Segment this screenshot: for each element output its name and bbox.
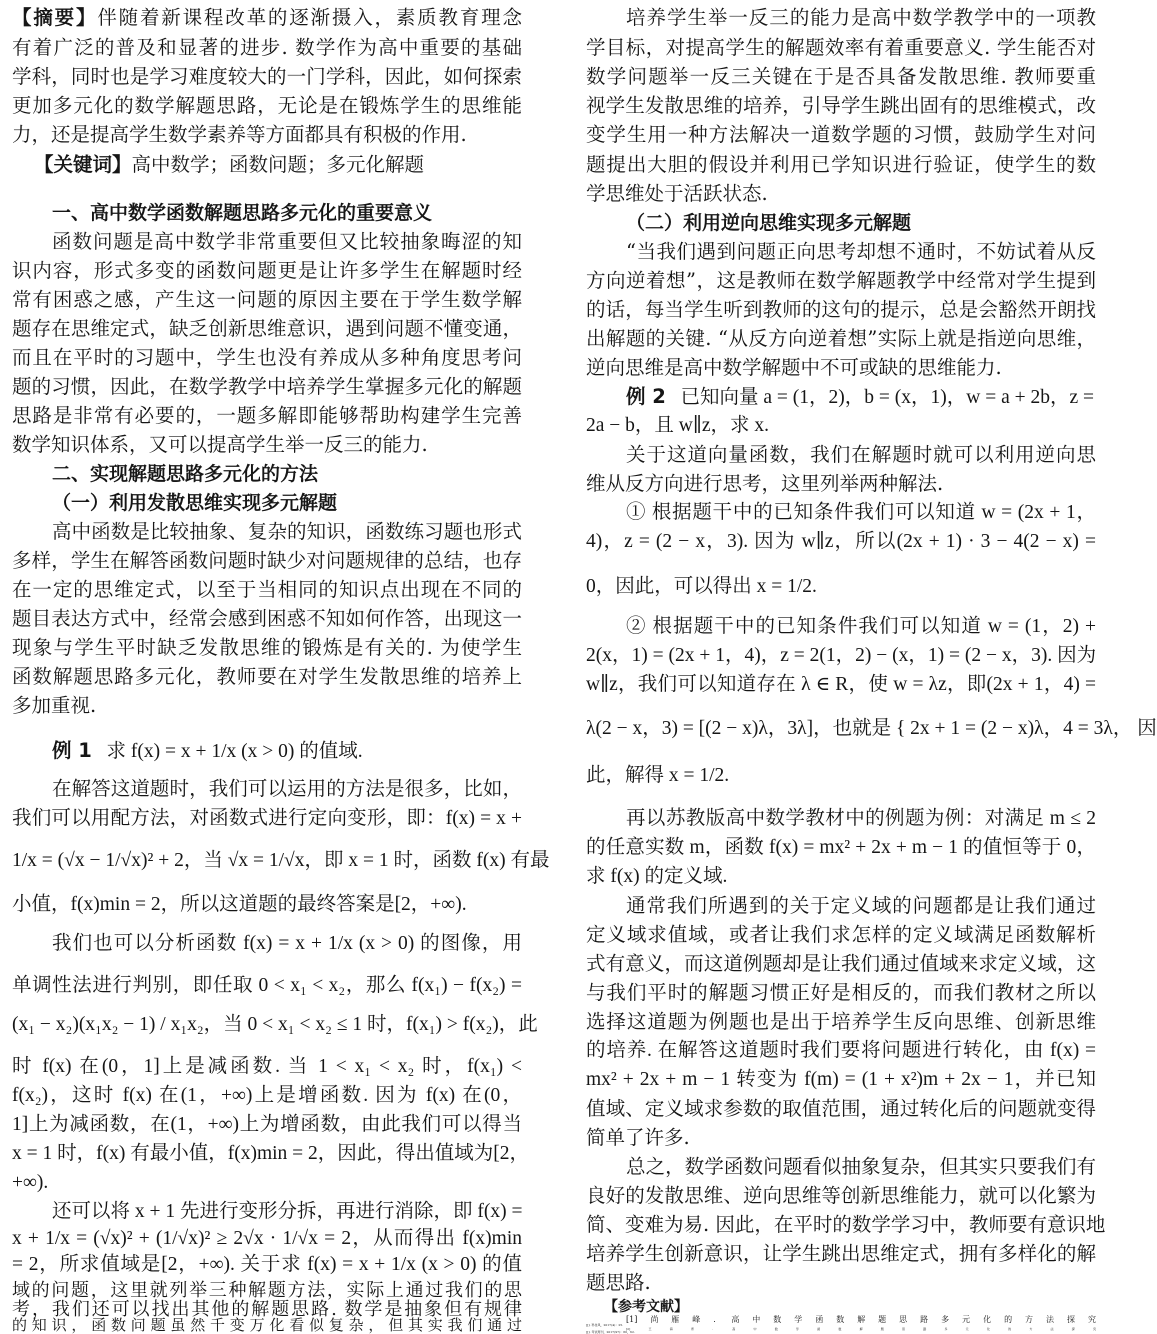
paragraph-line: 的话，每当学生听到教师的这句的提示，总是会豁然开朗找	[586, 298, 1096, 321]
paragraph-line: 数学知识体系，又可以提高学生举一反三的能力.	[12, 433, 428, 456]
solution1-line: 4)，z = (2 − x，3). 因为 w∥z，所以(2x + 1) · 3 − 4(2 − x) =	[586, 531, 1096, 552]
solution2-line: 此，解得 x = 1/2.	[586, 765, 730, 786]
paragraph-line: 选择这道题为例题也是出于培养学生反向思维、创新思维	[586, 1010, 1096, 1033]
solution2-line: 2(x，1) = (2x + 1，4)，z = 2(1，2) − (x，1) = (2 − x，3). 因为	[586, 645, 1097, 666]
paragraph-line: 关于这道向量函数，我们在解题时就可以利用逆向思	[626, 443, 1096, 466]
subsection1-heading: （一）利用发散思维实现多元解题	[52, 492, 338, 514]
paragraph-line: 题存在思维定式，缺乏创新思维意识，遇到问题不懂变通，	[12, 317, 522, 340]
paragraph-line: 多样，学生在解答函数问题时缺少对问题规律的总结，也存	[12, 549, 522, 572]
paragraph-line: 题提出大胆的假设并利用已学知识进行验证，使学生的数	[586, 153, 1096, 176]
paragraph-line: 视学生发散思维的培养，引导学生跳出固有的思维模式，改	[586, 94, 1096, 117]
section2-heading: 二、实现解题思路多元化的方法	[52, 463, 319, 485]
paragraph-line: 现象与学生平时缺乏发散思维的锻炼是有关的. 为使学生	[12, 636, 522, 659]
example1-label: 例 1	[52, 739, 92, 762]
paragraph-line: 定义域求值域，或者让我们求怎样的定义域满足函数解析	[586, 923, 1096, 946]
formula-line: x + 1/x = (√x)² + (1/√x)² ≥ 2√x · 1/√x = 2，从而得出 f(x)min	[12, 1228, 522, 1249]
formula-line: 小值，f(x)min = 2，所以这道题的最终答案是[2，+∞).	[12, 894, 467, 915]
formula-line: +∞).	[12, 1172, 49, 1193]
references-heading: 【参考文献】	[604, 1299, 688, 1315]
paragraph-line: 再以苏教版高中数学教材中的例题为例：对满足 m ≤ 2	[626, 808, 1096, 829]
solution1-line: 0，因此，可以得出 x = 1/2.	[586, 576, 817, 597]
paragraph-line: 变学生用一种方法解决一道数学题的习惯，鼓励学生对问	[586, 123, 1096, 146]
abstract-label: 【摘要】	[12, 6, 98, 29]
paragraph-line: 函数解题思路多元化，教师要在对学生发散思维的培养上	[12, 665, 522, 688]
paragraph-line: 在解答这道题时，我们可以运用的方法是很多，比如，	[52, 777, 522, 800]
formula-line: x = 1 时，f(x) 有最小值，f(x)min = 2，因此，得出值域为[2，	[12, 1143, 530, 1164]
abstract-line: 力，还是提高学生数学素养等方面都具有积极的作用.	[12, 123, 467, 146]
paragraph-line: 逆向思维是高中数学解题中不可或缺的思维能力.	[586, 356, 1002, 379]
paragraph-line: 学目标，对提高学生的解题效率有着重要意义. 学生能否对	[586, 36, 1096, 59]
example2-line1: 已知向量 a = (1，2)，b = (x，1)，w = a + 2b，z =	[680, 387, 1094, 408]
subsection2-heading: （二）利用逆向思维实现多元解题	[626, 212, 912, 234]
section1-heading: 一、高中数学函数解题思路多元化的重要意义	[52, 202, 433, 224]
paragraph-line: 还可以将 x + 1 先进行变形分拆，再进行消除，即 f(x) =	[52, 1201, 523, 1222]
keywords-label: 【关键词】	[34, 153, 132, 176]
formula-line: (x₁ − x₂)(x₁x₂ − 1) / x₁x₂，当 0 < x₁ < x₂ ≤ 1 时，f(x₁) > f(x₂)，此	[12, 1014, 538, 1035]
formula-line: = 2，所求值域是[2，+∞). 关于求 f(x) = x + 1/x (x > 0) 的值	[12, 1254, 522, 1275]
abstract-line: 【摘要】伴随着新课程改革的逐渐摄入，素质教育理念	[12, 6, 522, 29]
reference-item: [1]尚雁峰. 高中数学函数解题思路多元化的方法探究	[626, 1315, 1096, 1324]
formula-line: 单调性法进行判别，即任取 0 < x₁ < x₂，那么 f(x₁) − f(x₂) =	[12, 975, 522, 996]
paragraph-line: 求 f(x) 的定义域.	[586, 866, 728, 887]
paragraph-line: 的知识，函数问题虽然千变万化看似复杂，但其实我们通过	[12, 1316, 522, 1334]
reference-item: [J]. 科技风，2017(4)：25.	[586, 1323, 624, 1327]
abstract-line: 有着广泛的普及和显著的进步. 数学作为高中重要的基础	[12, 36, 522, 59]
paragraph-line: 与我们平时的解题习惯正好是相反的，而我们教材之所以	[586, 981, 1096, 1004]
paragraph-line: 方向逆着想”，这是教师在数学解题教学中经常对学生提到	[586, 269, 1096, 292]
paragraph-line: mx² + 2x + m − 1 转变为 f(m) = (1 + x²)m + 2x − 1，并已知	[586, 1069, 1096, 1090]
paragraph-line: 学思维处于活跃状态.	[586, 182, 768, 205]
reference-item: [J]. 考试周刊，2017(97)：60，62.	[586, 1330, 635, 1334]
formula-line: 1]上为减函数，在(1，+∞)上为增函数，由此我们可以得当	[12, 1114, 522, 1135]
paragraph-line: 常有困惑之感，产生这一问题的原因主要在于学生数学解	[12, 288, 522, 311]
formula-line: 1/x = (√x − 1/√x)² + 2，当 √x = 1/√x，即 x = 1 时，函数 f(x) 有最	[12, 850, 550, 871]
example2	[626, 384, 1096, 410]
paragraph-line: 多加重视.	[12, 694, 97, 717]
solution2-line: λ(2 − x，3) = [(2 − x)λ，3λ]，也就是 { 2x + 1 = (2 − x)λ，4 = 3λ， 因	[586, 718, 1157, 739]
paragraph-line: 通常我们所遇到的关于定义域的问题都是让我们通过	[626, 894, 1096, 917]
formula-line: 我们可以用配方法，对函数式进行定向变形，即：f(x) = x +	[12, 808, 522, 829]
paragraph-line: 函数问题是高中数学非常重要但又比较抽象晦涩的知	[52, 230, 522, 253]
solution2-line: ② 根据题干中的已知条件我们可以知道 w = (1，2) +	[626, 616, 1096, 637]
paragraph-line: 在一定的思维定式，以至于当相同的知识点出现在不同的	[12, 578, 522, 601]
paragraph-line: 式有意义，而这道例题却是让我们通过值域来求定义域，这	[586, 952, 1096, 975]
formula-line: f(x₂)，这时 f(x) 在(1，+∞)上是增函数. 因为 f(x) 在(0，	[12, 1085, 522, 1106]
paragraph-line: 识内容，形式多变的函数问题更是让许多学生在解题时经	[12, 259, 522, 282]
paragraph-line: 维从反方向进行思考，这里列举两种解法.	[586, 472, 944, 495]
paragraph-line: 数学问题举一反三关键在于是否具备发散思维. 教师要重	[586, 65, 1096, 88]
paragraph-line: 良好的发散思维、逆向思维等创新思维能力，就可以化繁为	[586, 1184, 1096, 1207]
paragraph-line: 考，我们还可以找出其他的解题思路. 数学是抽象但有规律	[12, 1299, 522, 1320]
example1	[52, 738, 522, 764]
paragraph-line: 简、变难为易. 因此，在平时的数学学习中，教师要有意识地	[586, 1213, 1106, 1236]
formula-line: 时 f(x) 在(0，1]上是减函数. 当 1 < x₁ < x₂ 时，f(x₁) <	[12, 1056, 522, 1077]
abstract-line: 更加多元化的数学解题思路，无论是在锻炼学生的思维能	[12, 94, 522, 117]
abstract-line: 学科，同时也是学习难度较大的一门学科，因此，如何探索	[12, 65, 522, 88]
keywords	[34, 152, 522, 178]
paragraph-line: 题的习惯，因此，在数学教学中培养学生掌握多元化的解题	[12, 375, 522, 398]
solution1-line: ① 根据题干中的已知条件我们可以知道 w = (2x + 1，	[626, 502, 1096, 523]
solution2-line: w∥z，我们可以知道存在 λ ∈ R，使 w = λz，即(2x + 1，4) =	[586, 674, 1096, 695]
paragraph-line: “当我们遇到问题正向思考却想不通时，不妨试着从反	[626, 240, 1096, 263]
paragraph-line: 思路是非常有必要的，一题多解即能够帮助构建学生完善	[12, 404, 522, 427]
paragraph-line: 题目表达方式中，经常会感到困惑不知如何作答，出现这一	[12, 607, 522, 630]
paragraph-line: 的任意实数 m，函数 f(x) = mx² + 2x + m − 1 的值恒等于 0，	[586, 837, 1096, 858]
example2-line2: 2a − b，且 w∥z，求 x.	[586, 415, 770, 436]
paragraph-line: 高中函数是比较抽象、复杂的知识，函数练习题也形式	[52, 520, 522, 543]
paragraph-line: 题思路.	[586, 1271, 651, 1294]
paragraph-line: 域的问题，这里就列举三种解题方法，实际上通过我们的思	[12, 1280, 522, 1301]
paragraph-line: 简单了许多.	[586, 1126, 690, 1149]
paragraph-line: 培养学生创新意识，让学生跳出思维定式，拥有多样化的解	[586, 1242, 1096, 1265]
example2-label: 例 2	[626, 385, 666, 408]
paragraph-line: 值域、定义域求参数的取值范围，通过转化后的问题就变得	[586, 1097, 1096, 1120]
paragraph-line: 我们也可以分析函数 f(x) = x + 1/x (x > 0) 的图像，用	[52, 933, 522, 954]
keywords-text: 高中数学；函数问题；多元化解题	[131, 153, 425, 176]
paragraph-line: 的培养. 在解答这道题时我们要将问题进行转化，由 f(x) =	[586, 1040, 1096, 1061]
example1-text: 求 f(x) = x + 1/x (x > 0) 的值域.	[106, 741, 363, 762]
paragraph-line: 出解题的关键. “从反方向逆着想”实际上就是指逆向思维，	[586, 327, 1096, 350]
reference-item: [2]王海青. 高中数学函数解题思路多元化的方法探究	[626, 1327, 1096, 1331]
paragraph-line: 而且在平时的习题中，学生也没有养成从多种角度思考问	[12, 346, 522, 369]
paragraph-line: 培养学生举一反三的能力是高中数学教学中的一项教	[626, 6, 1096, 29]
paragraph-line: 总之，数学函数问题看似抽象复杂，但其实只要我们有	[626, 1155, 1096, 1178]
